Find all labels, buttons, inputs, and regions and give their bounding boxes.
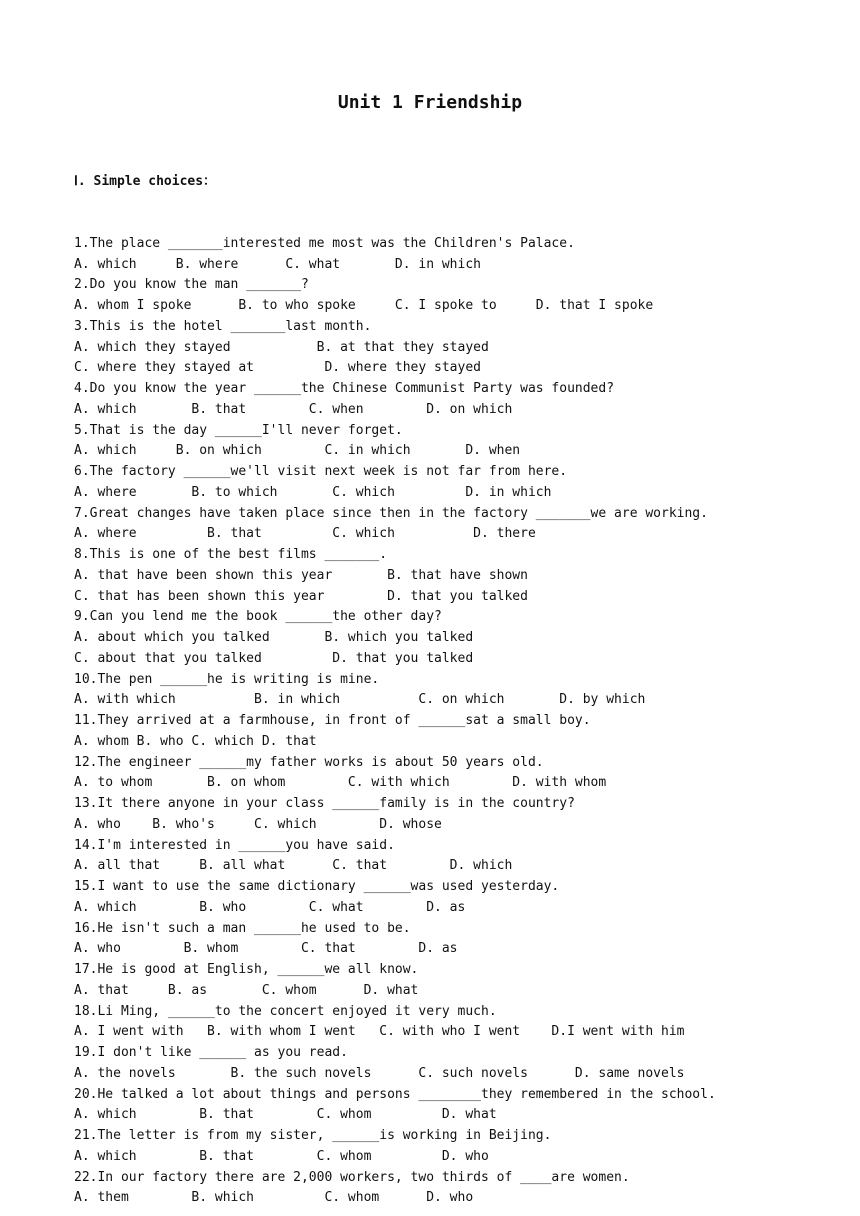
answer-options: A. who B. who's C. which D. whose xyxy=(74,816,442,832)
question-line: 5.That is the day ______I'll never forget. xyxy=(74,422,403,438)
question-line: 14.I'm interested in ______you have said. xyxy=(74,837,395,853)
answer-options: A. to whom B. on whom C. with which D. with whom xyxy=(74,775,607,791)
question-line: 10.The pen ______he is writing is mine. xyxy=(74,671,380,687)
answer-options: C. where they stayed at D. where they stayed xyxy=(74,360,481,376)
question-line: 9.Can you lend me the book ______the other day? xyxy=(74,609,442,625)
question-line: 21.The letter is from my sister, ______is working in Beijing. xyxy=(74,1128,552,1143)
answer-options: A. which B. where C. what D. in which xyxy=(74,256,481,272)
answer-options: A. with which B. in which C. on which D. by which xyxy=(74,692,646,708)
question-line: 2.Do you know the man _______? xyxy=(74,277,309,293)
question-line: 19.I don't like ______ as you read. xyxy=(74,1045,348,1060)
answer-options: A. which B. that C. when D. on which xyxy=(74,401,513,417)
answer-options: A. that have been shown this year B. that have shown xyxy=(74,567,528,583)
answer-options: A. I went with B. with whom I went C. with who I went D.I went with him xyxy=(74,1024,685,1040)
answer-options: A. which B. on which C. in which D. when xyxy=(74,443,521,459)
answer-options: A. the novels B. the such novels C. such novels D. same novels xyxy=(74,1065,685,1081)
question-line: 7.Great changes have taken place since then in the factory _______we are working. xyxy=(74,505,708,521)
question-line: 4.Do you know the year ______the Chinese Communist Party was founded? xyxy=(74,381,615,396)
question-line: 12.The engineer ______my father works is about 50 years old. xyxy=(74,754,544,770)
question-line: 15.I want to use the same dictionary ______was used yesterday. xyxy=(74,879,560,894)
answer-options: A. about which you talked B. which you talked xyxy=(74,630,474,645)
question-line: 22.In our factory there are 2,000 workers, two thirds of ____are women. xyxy=(74,1169,630,1185)
question-list xyxy=(74,130,804,1209)
answer-options: A. whom B. who C. which D. that xyxy=(74,733,317,749)
page-title: Unit 1 Friendship xyxy=(337,92,523,113)
answer-options: A. which they stayed B. at that they stayed xyxy=(74,339,489,355)
question-line: 16.He isn't such a man ______he used to be. xyxy=(74,920,411,936)
question-line: 3.This is the hotel _______last month. xyxy=(74,318,372,334)
question-line: 8.This is one of the best films _______. xyxy=(74,547,388,562)
answer-options: A. them B. which C. whom D. who xyxy=(74,1190,474,1206)
question-line: 11.They arrived at a farmhouse, in front of ______sat a small boy. xyxy=(74,713,591,728)
question-line: 1.The place _______interested me most was the Children's Palace. xyxy=(74,235,575,251)
section-heading: Ⅰ. Simple choices： xyxy=(74,173,217,189)
answer-options: A. where B. that C. which D. there xyxy=(74,526,536,542)
question-line: 18.Li Ming, ______to the concert enjoyed it very much. xyxy=(74,1003,497,1019)
answer-options: A. that B. as C. whom D. what xyxy=(74,982,419,998)
question-line: 20.He talked a lot about things and persons ________they remembered in the school. xyxy=(74,1086,716,1102)
answer-options: A. which B. that C. whom D. who xyxy=(74,1148,489,1164)
answer-options: C. about that you talked D. that you talked xyxy=(74,650,474,666)
answer-options: A. which B. who C. what D. as xyxy=(74,899,466,915)
answer-options: A. which B. that C. whom D. what xyxy=(74,1107,497,1123)
answer-options: A. whom I spoke B. to who spoke C. I spoke to D. that I spoke xyxy=(74,298,654,313)
question-line: 17.He is good at English, ______we all know. xyxy=(74,962,419,977)
answer-options: A. who B. whom C. that D. as xyxy=(74,941,458,957)
answer-options: C. that has been shown this year D. that you talked xyxy=(74,588,528,604)
answer-options: A. all that B. all what C. that D. which xyxy=(74,858,513,874)
answer-options: A. where B. to which C. which D. in which xyxy=(74,484,552,500)
question-line: 6.The factory ______we'll visit next week is not far from here. xyxy=(74,464,568,479)
question-line: 13.It there anyone in your class ______family is in the country? xyxy=(74,796,575,811)
